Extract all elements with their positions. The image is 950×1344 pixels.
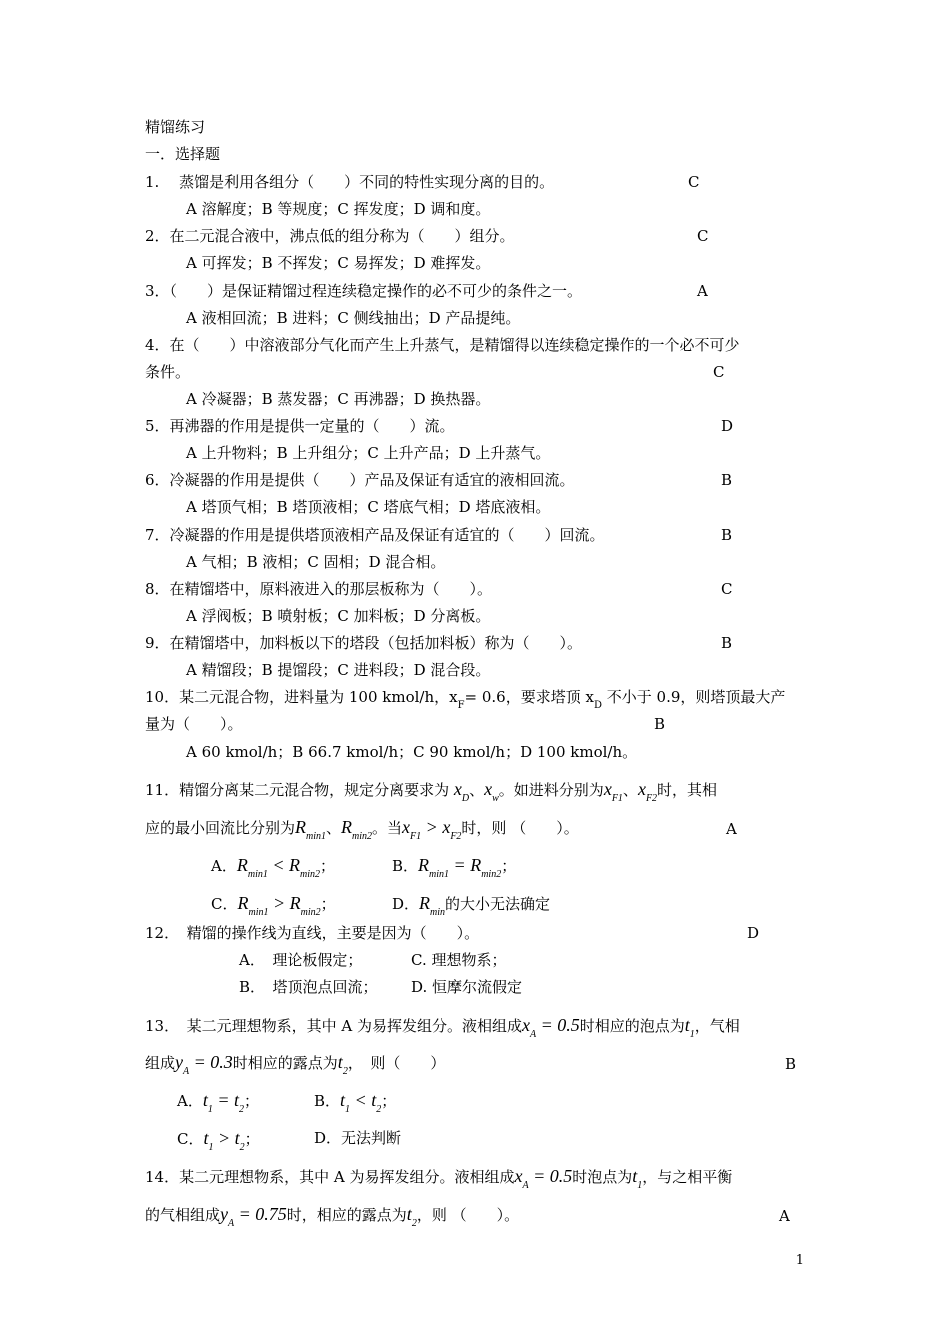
answer-4: C (713, 363, 725, 381)
q10-text-c: 不小于 0.9，则塔顶最大产 (601, 688, 786, 706)
math-xF1: $x_{F1}$ (603, 779, 623, 804)
q11-option-c: C．$R_{min1} > R_{min2}$； (211, 893, 336, 918)
math-t2-q14: $t_2$ (406, 1204, 417, 1229)
q12-option-a: A． 理论板假定； (239, 951, 363, 969)
options-6: A 塔顶气相；B 塔顶液相；C 塔底气相；D 塔底液相。 (186, 498, 551, 516)
answer-12: D (747, 924, 760, 942)
options-7: A 气相；B 液相；C 固相；D 混合相。 (186, 553, 446, 571)
question-13-line1: 13． 某二元理想物系，其中 A 为易挥发组分。液相组成$x_A = 0.5$时相应的泡点为$t_1$，气相 (145, 1015, 740, 1040)
question-4-line2: 条件。 (145, 363, 191, 381)
question-14-line2: 的气相组成$y_A = 0.75$时，相应的露点为$t_2$，则 （ ）。 (145, 1204, 520, 1229)
q11-text-c: 。如进料分别为 (498, 781, 604, 799)
options-2: A 可挥发；B 不挥发；C 易挥发；D 难挥发。 (186, 254, 491, 272)
answer-2: C (697, 227, 709, 245)
answer-5: D (721, 417, 734, 435)
q12-option-b: B． 塔顶泡点回流； (239, 978, 378, 996)
math-xD: $x_D$ (453, 779, 470, 804)
math-t1: $t_1$ (684, 1015, 695, 1040)
math-xF1-gt-xF2: $x_{F1} > x_{F2}$ (402, 817, 462, 842)
question-5: 5．再沸器的作用是提供一定量的（ ）流。 (145, 417, 455, 435)
q13-option-d: D．无法判断 (314, 1129, 402, 1147)
q12-option-d: D. 恒摩尔流假定 (411, 978, 523, 996)
q11-option-d: D．$R_{min}$的大小无法确定 (392, 893, 551, 918)
q11-option-a: A．$R_{min1} < R_{min2}$； (211, 855, 336, 880)
answer-6: B (721, 471, 733, 489)
options-3: A 液相回流；B 进料；C 侧线抽出；D 产品提纯。 (186, 309, 521, 327)
q11-text-h: 。当 (372, 819, 403, 837)
question-3: 3．（ ）是保证精馏过程连续稳定操作的必不可少的条件之一。 (145, 282, 583, 300)
q11-text-b: 、 (469, 781, 485, 799)
math-yA-03: $y_A = 0.3$ (175, 1052, 233, 1077)
math-t2: $t_2$ (337, 1052, 348, 1077)
question-6: 6．冷凝器的作用是提供（ ）产品及保证有适宜的液相回流。 (145, 471, 575, 489)
q10-sub-d: D (593, 700, 602, 711)
q11-option-b: B．$R_{min1} = R_{min2}$； (392, 855, 517, 880)
question-10-line1 (145, 687, 785, 710)
math-t1-q14: $t_1$ (632, 1166, 643, 1191)
question-12: 12． 精馏的操作线为直线，主要是因为（ ）。 (145, 924, 480, 942)
question-9: 9．在精馏塔中，加料板以下的塔段（包括加料板）称为（ ）。 (145, 634, 583, 652)
math-rmin2: $R_{min2}$ (341, 817, 373, 842)
answer-9: B (721, 634, 733, 652)
question-2: 2．在二元混合液中，沸点低的组分称为（ ）组分。 (145, 227, 515, 245)
q11-text-d: 、 (622, 781, 638, 799)
q12-option-c: C. 理想物系； (411, 951, 507, 969)
math-rmin1: $R_{min1}$ (295, 817, 327, 842)
question-4-line1: 4．在（ ）中溶液部分气化而产生上升蒸气，是精馏得以连续稳定操作的一个必不可少 (145, 336, 740, 354)
q13-option-a: A．$t_1 = t_2$； (177, 1090, 260, 1115)
options-4: A 冷凝器；B 蒸发器；C 再沸器；D 换热器。 (186, 390, 491, 408)
options-10: A 60 kmol/h；B 66.7 kmol/h；C 90 kmol/h；D 100 kmol/h。 (186, 743, 638, 761)
answer-8: C (721, 580, 733, 598)
answer-13: B (785, 1055, 797, 1073)
q11-text-g: 、 (326, 819, 342, 837)
question-11-line1 (145, 779, 717, 803)
math-xF2: $x_{F2}$ (637, 779, 658, 804)
section-heading: 一．选择题 (145, 145, 221, 163)
question-14-line1: 14．某二元理想物系，其中 A 为易挥发组分。液相组成$x_A = 0.5$时泡点为$t_1$，与之相平衡 (145, 1166, 733, 1191)
q10-text-a: 10．某二元混合物，进料量为 100 kmol/h，x (145, 688, 458, 706)
q11-text-f: 应的最小回流比分别为 (145, 819, 296, 837)
answer-1: C (688, 173, 700, 191)
question-11-line2 (145, 817, 579, 841)
answer-3: A (697, 282, 708, 300)
options-5: A 上升物料；B 上升组分；C 上升产品；D 上升蒸气。 (186, 444, 551, 462)
question-8: 8．在精馏塔中，原料液进入的那层板称为（ ）。 (145, 580, 493, 598)
q10-text-b: = 0.6，要求塔顶 x (464, 688, 594, 706)
question-7: 7．冷凝器的作用是提供塔顶液相产品及保证有适宜的（ ）回流。 (145, 526, 605, 544)
q13-option-b: B．$t_1 < t_2$； (314, 1090, 397, 1115)
q11-text-a: 11．精馏分离某二元混合物，规定分离要求为 (145, 781, 450, 799)
answer-7: B (721, 526, 733, 544)
question-13-line2: 组成$y_A = 0.3$时相应的露点为$t_2$， 则（ ） (145, 1052, 446, 1077)
options-9: A 精馏段；B 提馏段；C 进料段；D 混合段。 (186, 661, 491, 679)
q10-sub-f: F (457, 700, 465, 711)
q11-text-e: 时，其相 (657, 781, 718, 799)
doc-title: 精馏练习 (145, 118, 206, 136)
answer-11: A (726, 820, 737, 838)
math-xA-05: $x_A = 0.5$ (521, 1015, 580, 1040)
options-1: A 溶解度；B 等规度；C 挥发度；D 调和度。 (186, 200, 491, 218)
math-xw: $x_w$ (484, 779, 499, 804)
math-xA-05-q14: $x_A = 0.5$ (514, 1166, 573, 1191)
question-10-line2: 量为（ ）。 (145, 715, 243, 733)
q11-text-i: 时，则 （ ）。 (461, 819, 579, 837)
options-8: A 浮阀板；B 喷射板；C 加料板；D 分离板。 (186, 607, 491, 625)
answer-10: B (654, 715, 666, 733)
q13-option-c: C．$t_1 > t_2$； (177, 1128, 260, 1153)
answer-14: A (779, 1207, 790, 1225)
page-number: 1 (795, 1253, 804, 1268)
question-1: 1. 蒸馏是利用各组分（ ）不同的特性实现分离的目的。 (145, 173, 555, 191)
math-yA-075: $y_A = 0.75$ (220, 1204, 287, 1229)
